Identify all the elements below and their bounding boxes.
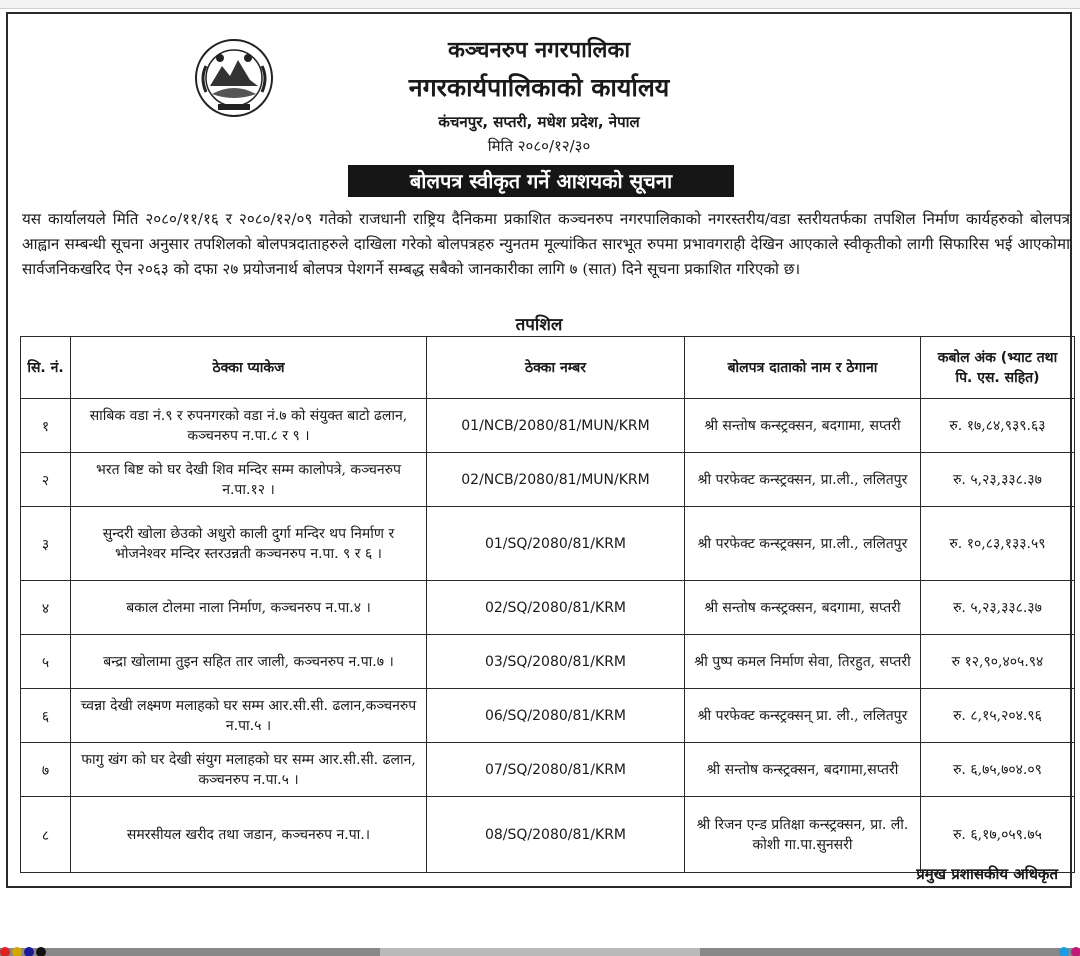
row-amount: रु. ५,२३,३३८.३७ <box>921 453 1075 507</box>
row-bidder: श्री परफेक्ट कन्स्ट्रक्सन, प्रा.ली., ललितपुर <box>685 507 921 581</box>
table-row <box>21 581 1075 635</box>
row-bidder: श्री पुष्प कमल निर्माण सेवा, तिरहुत, सप्तरी <box>685 635 921 689</box>
header-package: ठेक्का प्याकेज <box>71 337 427 399</box>
row-contract-number: 01/SQ/2080/81/KRM <box>427 507 685 581</box>
row-package: च्वन्ना देखी लक्ष्मण मलाहको घर सम्म आर.सी.सी. ढलान,कञ्चनरुप न.पा.५ । <box>71 689 427 743</box>
row-bidder: श्री सन्तोष कन्स्ट्रक्सन, बदगामा, सप्तरी <box>685 581 921 635</box>
row-bidder: श्री सन्तोष कन्स्ट्रक्सन, बदगामा,सप्तरी <box>685 743 921 797</box>
signature-title: प्रमुख प्रशासकीय अधिकृत <box>916 865 1058 883</box>
row-contract-number: 06/SQ/2080/81/KRM <box>427 689 685 743</box>
row-amount: रु. ६,१७,०५९.७५ <box>921 797 1075 873</box>
row-package: समरसीयल खरीद तथा जडान, कञ्चनरुप न.पा.। <box>71 797 427 873</box>
table-row <box>21 797 1075 873</box>
row-package: भरत बिष्ट को घर देखी शिव मन्दिर सम्म कालोपत्रे, कञ्चनरुप न.पा.१२ । <box>71 453 427 507</box>
row-package: बन्द्रा खोलामा तुइन सहित तार जाली, कञ्चनरुप न.पा.७ । <box>71 635 427 689</box>
row-sn: २ <box>21 453 71 507</box>
office-address: कंचनपुर, सप्तरी, मधेश प्रदेश, नेपाल <box>438 113 640 131</box>
row-contract-number: 08/SQ/2080/81/KRM <box>427 797 685 873</box>
row-package: बकाल टोलमा नाला निर्माण, कञ्चनरुप न.पा.४ । <box>71 581 427 635</box>
header-sn: सि. नं. <box>21 337 71 399</box>
row-bidder: श्री परफेक्ट कन्स्ट्रक्सन, प्रा.ली., ललितपुर <box>685 453 921 507</box>
top-edge <box>0 0 1080 9</box>
row-package: सुन्दरी खोला छेउको अधुरो काली दुर्गा मन्दिर थप निर्माण र भोजनेश्वर मन्दिर स्तरउन्नती कञ्चनरुप न.पा. ९ र ६ । <box>71 507 427 581</box>
row-package: साबिक वडा नं.९ र रुपनगरको वडा नं.७ को संयुक्त बाटो ढलान, कञ्चनरुप न.पा.८ र ९ । <box>71 399 427 453</box>
row-amount: रु. ६,७५,७०४.०९ <box>921 743 1075 797</box>
row-sn: ४ <box>21 581 71 635</box>
table-row <box>21 635 1075 689</box>
table-row <box>21 743 1075 797</box>
row-sn: ७ <box>21 743 71 797</box>
row-amount: रु. ५,२३,३३८.३७ <box>921 581 1075 635</box>
row-sn: ३ <box>21 507 71 581</box>
row-bidder: श्री रिजन एन्ड प्रतिक्षा कन्स्ट्रक्सन, प्रा. ली. कोशी गा.पा.सुनसरी <box>685 797 921 873</box>
header-contract-number: ठेक्का नम्बर <box>427 337 685 399</box>
row-amount: रु १२,९०,४०५.९४ <box>921 635 1075 689</box>
table-row <box>21 507 1075 581</box>
color-dots-icon <box>0 944 50 956</box>
header-amount: कबोल अंक (भ्याट तथा पि. एस. सहित) <box>921 337 1075 399</box>
table-header-row <box>21 337 1075 399</box>
table-row <box>21 453 1075 507</box>
row-sn: ८ <box>21 797 71 873</box>
row-sn: ६ <box>21 689 71 743</box>
table-row <box>21 689 1075 743</box>
row-sn: १ <box>21 399 71 453</box>
row-contract-number: 03/SQ/2080/81/KRM <box>427 635 685 689</box>
row-bidder: श्री सन्तोष कन्स्ट्रक्सन, बदगामा, सप्तरी <box>685 399 921 453</box>
row-amount: रु. १०,८३,१३३.५९ <box>921 507 1075 581</box>
row-amount: रु. १७,८४,९३९.६३ <box>921 399 1075 453</box>
municipality-name: कञ्चनरुप नगरपालिका <box>447 37 631 63</box>
color-dots-icon <box>1056 944 1080 956</box>
office-name: नगरकार्यपालिकाको कार्यालय <box>408 73 670 102</box>
bid-table <box>20 336 1075 873</box>
row-amount: रु. ८,१५,२०४.९६ <box>921 689 1075 743</box>
notice-body: यस कार्यालयले मिति २०८०/११/१६ र २०८०/१२/०९ गतेको राजधानी राष्ट्रिय दैनिकमा प्रकाशित कञ्चनरुप नगरपालिकाको नगरस्तरीय/वडा स्तरीयतर्फका तपशिल निर्माण कार्यहरुको बोलपत्र आह्वान सम्बन्धी सूचना अनुसार तपशिलको बोलपत्रदाताहरुले दाखिला गरेको बोलपत्रहरु न्युनतम मूल्यांकित सारभूत रुपमा प्रभावगराही देखिन आएकाले स्वीकृतीको लागी सिफारिस भई आएकोमा सार्वजनिकखरिद ऐन २०६३ को दफा २७ प्रयोजनार्थ बोलपत्र पेशगर्ने सम्बद्ध सबैको जानकारीका लागि ७ (सात) दिने सूचना प्रकाशित गरिएको छ। <box>22 210 1070 278</box>
notice-date: मिति २०८०/१२/३० <box>487 137 591 155</box>
notice-title: बोलपत्र स्वीकृत गर्ने आशयको सूचना <box>348 165 734 197</box>
row-contract-number: 02/NCB/2080/81/MUN/KRM <box>427 453 685 507</box>
table-caption: तपशिल <box>515 315 563 335</box>
header-bidder: बोलपत्र दाताको नाम र ठेगाना <box>685 337 921 399</box>
row-contract-number: 02/SQ/2080/81/KRM <box>427 581 685 635</box>
row-bidder: श्री परफेक्ट कन्स्ट्रक्सन् प्रा. ली., ललितपुर <box>685 689 921 743</box>
row-contract-number: 01/NCB/2080/81/MUN/KRM <box>427 399 685 453</box>
row-contract-number: 07/SQ/2080/81/KRM <box>427 743 685 797</box>
table-row <box>21 399 1075 453</box>
notice-frame <box>6 12 1072 888</box>
row-package: फागु खंग को घर देखी संयुग मलाहको घर सम्म आर.सी.सी. ढलान, कञ्चनरुप न.पा.५ । <box>71 743 427 797</box>
bottom-band-highlight <box>380 948 700 956</box>
row-sn: ५ <box>21 635 71 689</box>
